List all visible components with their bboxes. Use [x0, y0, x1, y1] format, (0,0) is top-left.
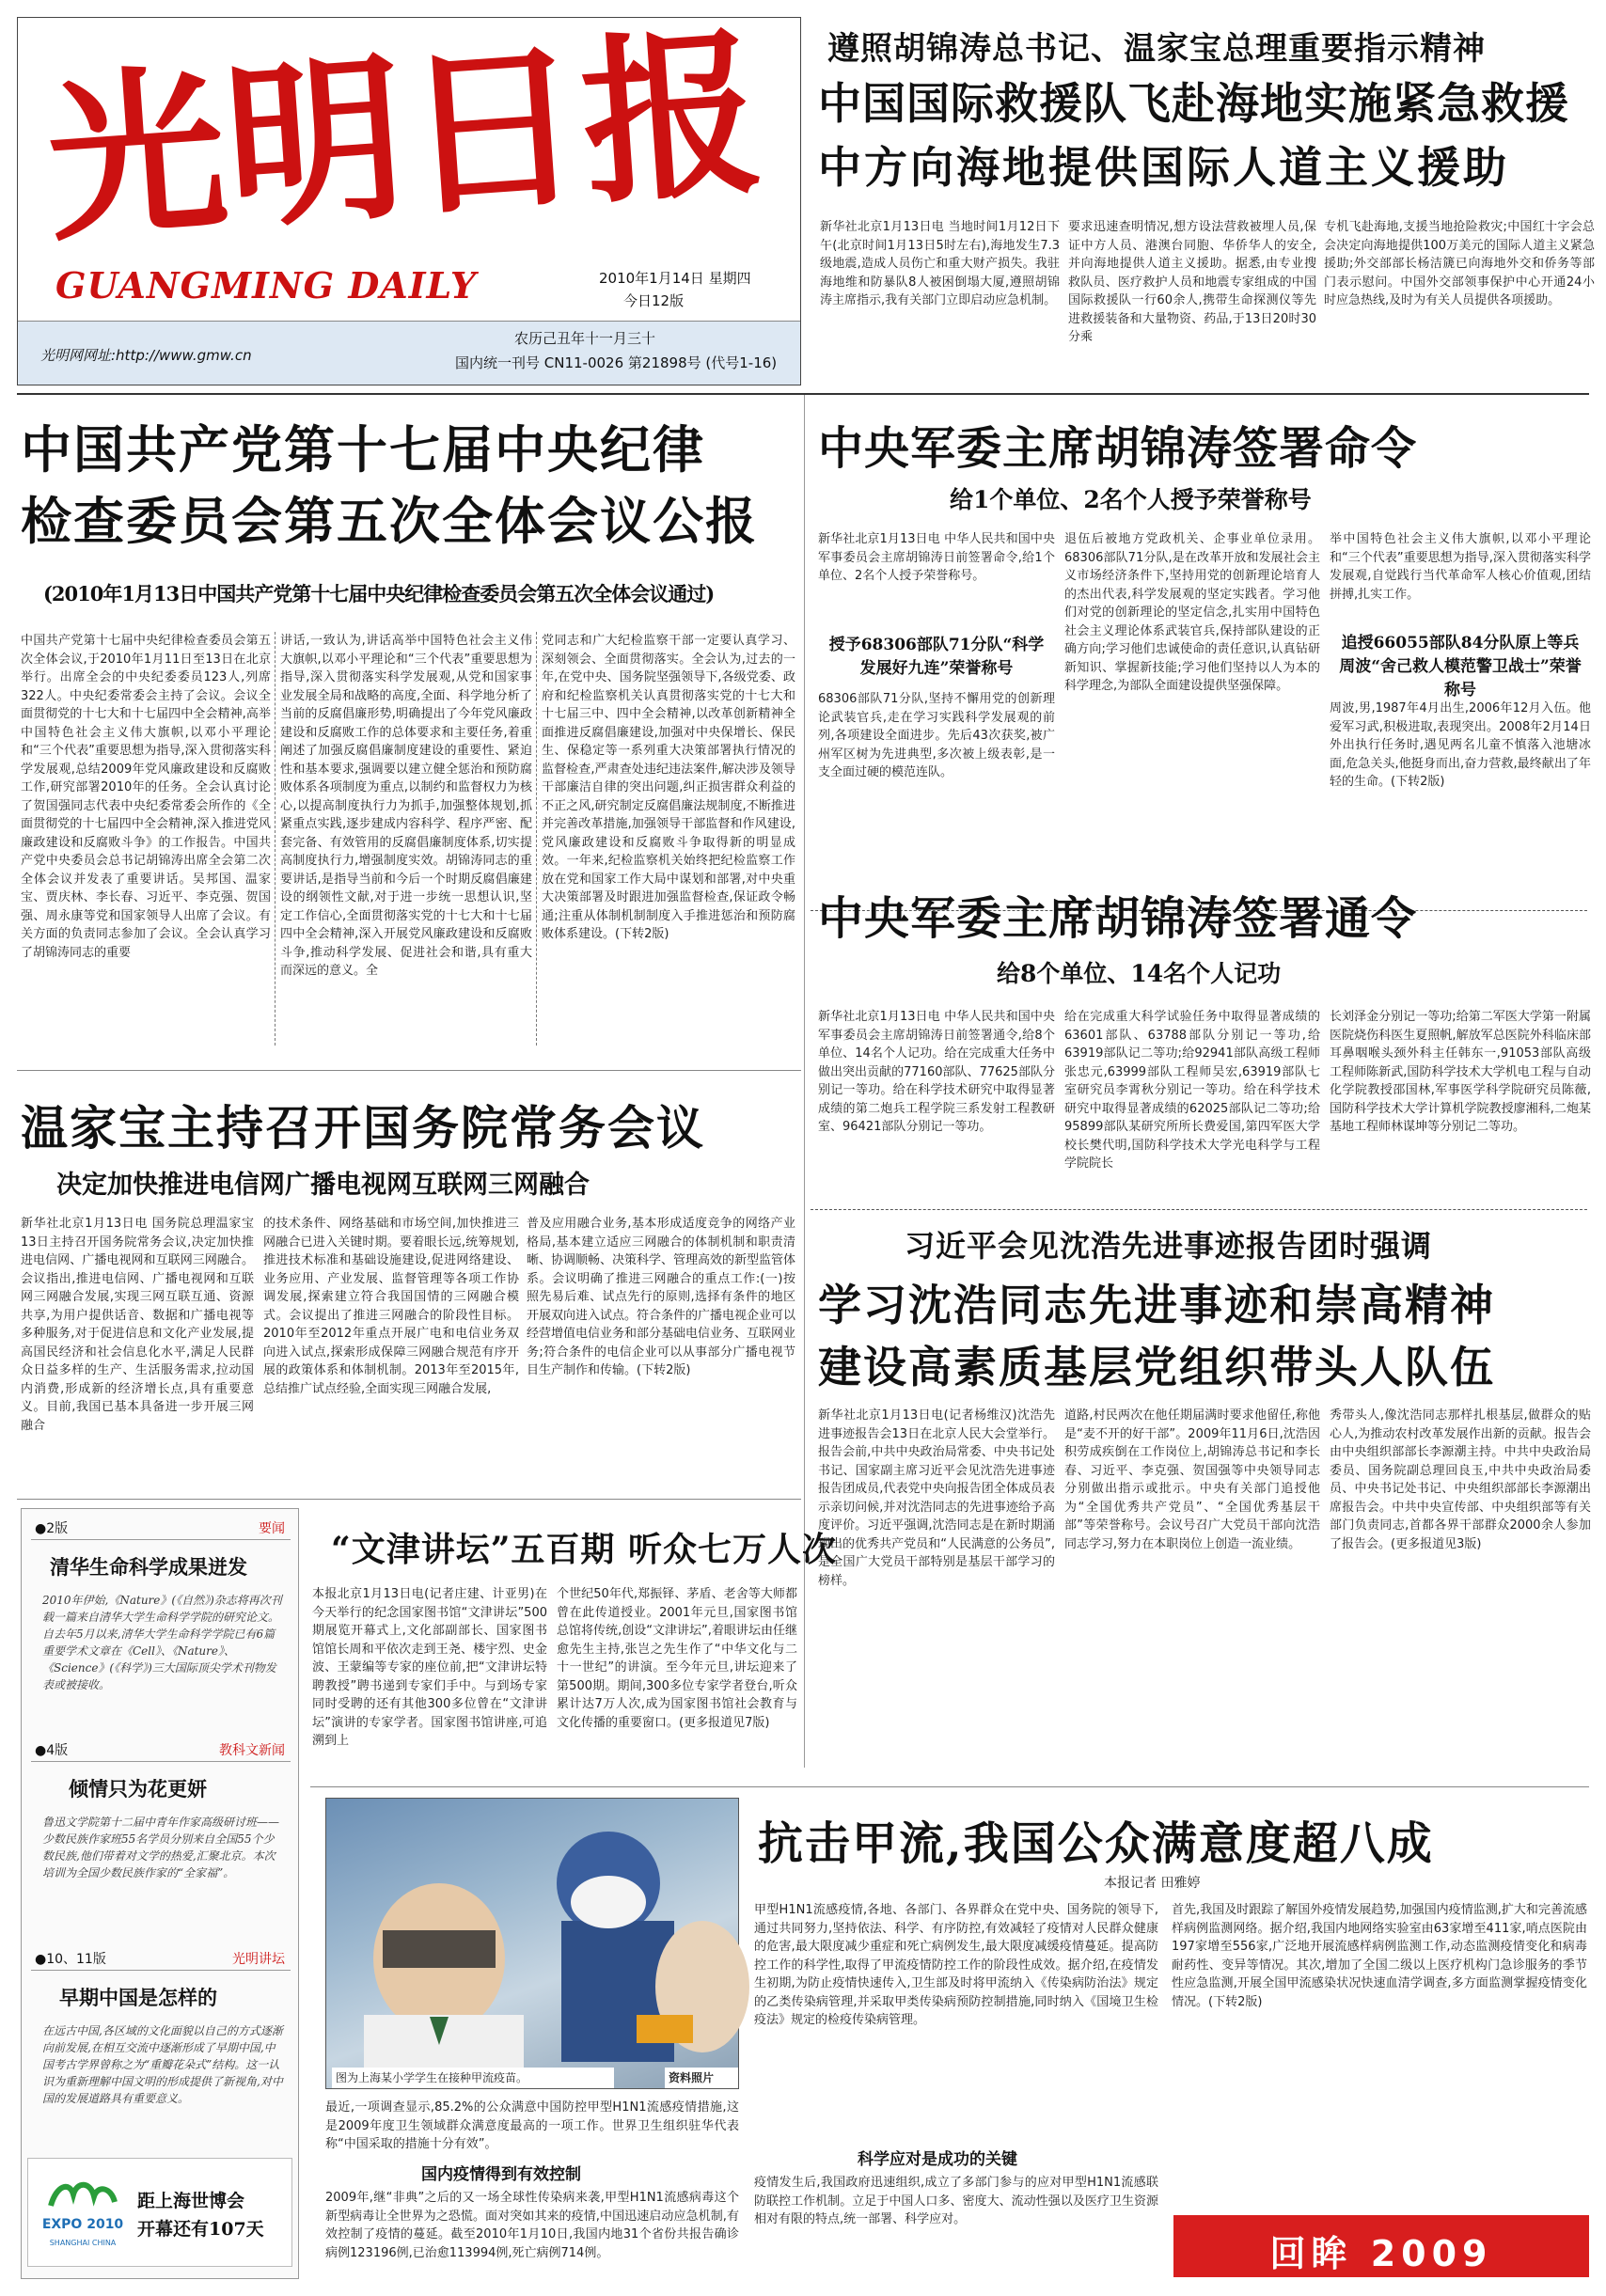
- sidebar: [21, 1508, 299, 2279]
- wen-subtitle: 决定加快推进电信网广播电视网互联网三网融合: [56, 1171, 590, 1200]
- cpc-title-1: 中国共产党第十七届中央纪律: [21, 419, 705, 480]
- wen-body-col1: 新华社北京1月13日电 国务院总理温家宝13日主持召开国务院常务会议,决定加快推进电信网、广播电视网和互联网三网融合。会议指出,推进电信网、广播电视网和互联网三网融合发展,实现三网互联互通、资源共享,为用户提供话音、数据和广播电视等多种服务,对于促进信息和文化产业发展,提高国民经济和社会信息化水平,满足人民群众日益多样的生产、生活服务需求,拉动国内消费,形成新的经济增长点,具有重要意义。目前,我国已基本具备进一步开展三网融合: [21, 1217, 254, 1433]
- flu-sub2-text: 疫情发生后,我国政府迅速组织,成立了多部门参与的应对甲型H1N1流感联防联控工作机制。立足于中国人口多、密度大、流动性强以及医疗卫生资源相对有限的特点,统一部署、科学应对。: [754, 2176, 1158, 2226]
- forum-title: “文津讲坛”五百期 听众七万人次: [331, 1530, 837, 1569]
- sidebar-item-title: 倾情只为花更妍: [69, 1777, 207, 1801]
- cmc-order2-col1: 新华社北京1月13日电 中华人民共和国中央军事委员会主席胡锦涛日前签署通令,给8个单位、14名个人记功。给在完成重大任务中做出突出贡献的77160部队、77625部队分别记一等功。给在科学技术研究中取得显著成绩的第二炮兵工程学院三系发射工程教研室、96421部队分别记一等功。: [818, 1010, 1055, 1134]
- banner-text: 回眸 2009: [1269, 2233, 1493, 2274]
- flu-body-col1: 甲型H1N1流感疫情,各地、各部门、各界群众在党中央、国务院的领导下,通过共同努力,坚持依法、科学、有序防控,有效减轻了疫情对人民群众健康的危害,最大限度减少重症和死亡病例发生,最大限度减缓疫情蔓延。提高防控工作的科学性,取得了甲流疫情防控工作的阶段性成效。据介绍,在疫情发生初期,为防止疫情快速传入,卫生部及时将甲流纳入《传染病防治法》规定的乙类传染病管理,并采取甲类传染病预防控制措施,同时纳入《国境卫生检疫法》规定的检疫传染病管理。: [754, 1903, 1158, 2027]
- cmc-order1-body-3: 举中国特色社会主义伟大旗帜,以邓小平理论和“三个代表”重要思想为指导,深入贯彻落实科学发展观,自觉践行当代革命军人核心价值观,团结拼搏,扎实工作。: [1330, 532, 1591, 602]
- sidebar-item[interactable]: [31, 1518, 291, 1727]
- divider: [17, 1499, 801, 1500]
- cmc-order1-subhead-2: 追授66055部队84分队原上等兵周波“舍己救人模范警卫战士”荣誉称号: [1339, 634, 1582, 700]
- sidebar-item-page: ●10、11版: [35, 1952, 106, 1967]
- top-story-kicker: 遵照胡锦涛总书记、温家宝总理重要指示精神: [827, 30, 1486, 68]
- cmc-order2-col3: 长刘泽金分别记一等功;给第二军医大学第一附属医院烧伤科医生夏照帆,解放军总医院外科临床部耳鼻咽喉头颈外科主任韩东一,91053部队高级工程师陈新武,国防科学技术大学机电工程与自动化学院教授邵国林,军事医学科学院研究员陈薇,国防科学技术大学计算机学院教授廖湘科,二炮某基地工程师林谋坤等分别记二等功。: [1330, 1010, 1591, 1134]
- sidebar-item-page: ●4版: [35, 1743, 69, 1758]
- sidebar-item-title: 早期中国是怎样的: [59, 1986, 217, 2009]
- cmc-order2-col2: 给在完成重大科学试验任务中取得显著成绩的63601部队、63788部队分别记一等功,给63919部队记二等功;给92941部队高级工程师张忠元,63999部队工程师吴宏,63919部队七室研究员李霄秋分别记一等功。给在科学技术研究中取得显著成绩的62025部队记二等功;给95899部队某研究所所长费爱国,第四军医大学校长樊代明,国防科学技术大学光电科学与工程学院院长: [1064, 1010, 1320, 1171]
- sidebar-item-section: 要闻: [259, 1521, 285, 1536]
- website-link[interactable]: 光明网网址:http://www.gmw.cn: [40, 347, 252, 364]
- banner-review-2009[interactable]: [1173, 2215, 1589, 2277]
- cmc-order1-body-2: 68306部队71分队,坚持不懈用党的创新理论武装官兵,走在学习实践科学发展观的前列,各项建设全面进步。先后43次获奖,被广州军区树为先进典型,多次被上级表彰,是一支全面过硬的模范连队。: [818, 692, 1055, 779]
- xi-body-col1: 新华社北京1月13日电(记者杨维汉)沈浩先进事迹报告会13日在北京人民大会堂举行。报告会前,中共中央政治局常委、中央书记处书记、国家副主席习近平会见沈浩先进事迹报告团成员,代表党中央向报告团全体成员表示亲切问候,并对沈浩同志的先进事迹给予高度评价。习近平强调,沈浩同志是在新时期涌现出的优秀共产党员和“人民满意的公务员”,是全国广大党员干部特别是基层干部学习的榜样。: [818, 1408, 1055, 1588]
- top-story-body-col1: 新华社北京1月13日电 当地时间1月12日下午(北京时间1月13日5时左右),海地发生7.3级地震,造成人员伤亡和重大财产损失。我驻海地维和防暴队8人被困倒塌大厦,遵照胡锦涛主席指示,我有关部门立即启动应急机制。: [820, 220, 1060, 307]
- flu-stats-text: 最近,一项调查显示,85.2%的公众满意中国防控甲型H1N1流感疫情措施,这是2009年度卫生领域群众满意度最高的一项工作。世界卫生组织驻华代表称“中国采取的措施十分有效”。: [325, 2100, 739, 2151]
- divider: [811, 1209, 1587, 1210]
- divider: [310, 1786, 1589, 1787]
- wen-body-col3: 普及应用融合业务,基本形成适度竞争的网络产业格局,基本建立适应三网融合的体制机制和职责清晰、协调顺畅、决策科学、管理高效的新型监管体系。会议明确了推进三网融合的重点工作:(一)按照先易后难、试点先行的原则,选择有条件的地区开展双向进入试点。符合条件的广播电视企业可以经营增值电信业务和部分基础电信业务、互联网业务;符合条件的电信企业可以从事部分广播电视节目生产制作和传输。(下转2版): [527, 1217, 796, 1377]
- sidebar-item-title: 清华生命科学成果迸发: [50, 1555, 247, 1579]
- flu-sub1-text: 2009年,继“非典”之后的又一场全球性传染病来袭,甲型H1N1流感病毒这个新型病毒让全世界为之恐慌。面对突如其来的疫情,中国迅速启动应急机制,有效控制了疫情的蔓延。截至2010年1月10日,我国内地31个省份共报告确诊病例123196例,已治愈113994例,死亡病例714例。: [325, 2191, 739, 2260]
- flu-subhead-1: 国内疫情得到有效控制: [421, 2165, 581, 2184]
- masthead: [17, 7, 801, 385]
- cmc-order1-body-1: 新华社北京1月13日电 中华人民共和国中央军事委员会主席胡锦涛日前签署命令,给1个单位、2名个人授予荣誉称号。: [818, 532, 1055, 583]
- flu-subhead-2: 科学应对是成功的关键: [858, 2150, 1017, 2169]
- expo-countdown[interactable]: [27, 2158, 292, 2267]
- top-story-title-1: 中国国际救援队飞赴海地实施紧急救援: [818, 78, 1569, 129]
- divider: [31, 1970, 291, 1971]
- xi-kicker: 习近平会见沈浩先进事迹报告团时强调: [905, 1228, 1433, 1264]
- flu-photo-caption: 图为上海某小学学生在接种甲流疫苗。: [332, 2068, 614, 2088]
- sidebar-item-text: 2010年伊始,《Nature》(《自然》)杂志将再次刊载一篇来自清华大学生命科学学院的研究论文。自去年5月以来,清华大学生命科学学院已有6篇重要学术文章在《Cell》、《Nature》、《Science》(《科学》)三大国际顶尖学术刊物发表或被接收。: [42, 1594, 282, 1691]
- expo-logo-text: EXPO 2010: [41, 2217, 124, 2232]
- expo-logo-icon: [38, 2168, 128, 2258]
- divider: [275, 632, 276, 1046]
- sidebar-item-text: 在远古中国,各区域的文化面貌以自己的方式逐渐向前发展,在相互交流中逐渐形成了早期中国,中国考古学界曾称之为“重瓣花朵式”结构。这一认识为重新理解中国文明的形成提供了新视角,对中国的发展道路具有重要意义。: [42, 2024, 283, 2105]
- divider: [31, 1761, 291, 1762]
- cpc-body-col2: 讲话,一致认为,讲话高举中国特色社会主义伟大旗帜,以邓小平理论和“三个代表”重要思想为指导,深入贯彻落实科学发展观,从党和国家事业发展全局和战略的高度,全面、科学地分析了当前的反腐倡廉形势,明确提出了今年党风廉政建设和反腐败工作的总体要求和主要任务,着重阐述了加强反腐倡廉制度建设的重要性、紧迫性和基本要求,强调要以建立健全惩治和预防腐败体系各项制度为重点,以制约和监督权力为核心,以提高制度执行力为抓手,加强整体规划,抓紧重点实践,逐步建成内容科学、程序严密、配套完备、有效管用的反腐倡廉制度体系,切实提高制度执行力,增强制度实效。胡锦涛同志的重要讲话,是指导当前和今后一个时期反腐倡廉建设的纲领性文献,对于进一步统一思想认识,坚定工作信心,全面贯彻落实党的十七大和十七届四中全会精神,深入开展党风廉政建设和反腐败斗争,推动科学发展、促进社会和谐,具有重大而深远的意义。全: [280, 634, 532, 978]
- cpc-body-col3: 党同志和广大纪检监察干部一定要认真学习、深刻领会、全面贯彻落实。全会认为,过去的一年,在党中央、国务院坚强领导下,各级党委、政府和纪检监察机关认真贯彻落实党的十七大和十七届三中、四中全会精神,以改革创新精神全面推进反腐倡廉建设,加强对中央保增长、保民生、保稳定等一系列重大决策部署执行情况的监督检查,严肃查处违纪违法案件,解决涉及领导干部廉洁自律的突出问题,纠正损害群众利益的不正之风,研究制定反腐倡廉法规制度,不断推进并完善改革措施,加强领导干部监督和作风建设,党风廉政建设和反腐败斗争取得新的明显成效。一年来,纪检监察机关始终把纪检监察工作放在党和国家工作大局中谋划和部署,对中央重大决策部署及时跟进加强监督检查,保证政令畅通;注重从体制机制制度入手推进惩治和预防腐败体系建设。(下转2版): [542, 634, 795, 941]
- xi-body-col2: 道路,村民两次在他任期届满时要求他留任,称他是“麦不开的好干部”。2009年11月6日,沈浩因积劳成疾倒在工作岗位上,胡锦涛总书记和李长春、习近平、李克强、贺国强等中央领导同志分别做出指示或批示。中央有关部门追授他为“全国优秀共产党员”、“全国优秀基层干部”等荣誉称号。会议号召广大党员干部向沈浩同志学习,努力在本职岗位上创造一流业绩。: [1064, 1408, 1320, 1551]
- top-story-title-2: 中方向海地提供国际人道主义援助: [818, 142, 1509, 193]
- masthead-title-en: GUANGMING DAILY: [55, 264, 477, 307]
- masthead-date: 2010年1月14日 星期四: [599, 270, 751, 287]
- forum-body-col2: 个世纪50年代,郑振铎、茅盾、老舍等大师都曾在此传道授业。2001年元旦,国家图书馆总馆将传统,创设“文津讲坛”,着眼讲坛由任继愈先生主持,张岂之先生作了“中华文化与二十一世纪”的讲演。至今年元旦,讲坛迎来了第500期。期间,300多位专家学者登台,听众累计达7万人次,成为国家图书馆社会教育与文化传播的重要窗口。(更多报道见7版): [557, 1587, 797, 1730]
- top-story-body-col3: 专机飞赴海地,支援当地抢险救灾;中国红十字会总会决定向海地提供100万美元的国际人道主义紧急援助;外交部部长杨洁篪已向海地外交和侨务等部门表示慰问。中国外交部领事保护中心开通24小时应急热线,及时为有关人员提供各项援助。: [1324, 220, 1595, 307]
- flu-photo-illustration: [326, 1799, 740, 2062]
- xi-title-2: 建设高素质基层党组织带头人队伍: [818, 1342, 1495, 1392]
- expo-logo: [38, 2168, 128, 2258]
- masthead-issue: 国内统一刊号 CN11-0026 第21898号 (代号1-16): [455, 354, 778, 371]
- flu-byline: 本报记者 田雅婷: [1104, 1876, 1201, 1891]
- sidebar-item[interactable]: [31, 1740, 291, 1938]
- xi-body-col3: 秀带头人,像沈浩同志那样扎根基层,做群众的贴心人,为推动农村改革发展作出新的贡献。报告会由中央组织部部长李源潮主持。中共中央政治局委员、国务院副总理回良玉,中共中央政治局委员、中央书记处书记、中央组织部部长李源潮出席报告会。中共中央宣传部、中央组织部等有关部门负责同志,首都各界干部群众2000余人参加了报告会。(更多报道见3版): [1330, 1408, 1591, 1551]
- xi-title-1: 学习沈浩同志先进事迹和崇高精神: [818, 1280, 1495, 1330]
- flu-body-col2: 首先,我国及时跟踪了解国外疫情发展趋势,加强国内疫情监测,扩大和完善流感样病例监测网络。据介绍,我国内地网络实验室由63家增至411家,哨点医院由197家增至556家,广泛地开展流感样病例监测工作,动态监测疫情变化和病毒耐药性、变异等情况。其次,增加了全国二级以上医疗机构门急诊服务的季节性应急监测,开展全国甲流感染状况快速血清学调查,多方面监测掌握疫情变化情况。(下转2版): [1172, 1903, 1587, 2009]
- cmc-order2-title: 中央军委主席胡锦涛签署通令: [818, 892, 1418, 945]
- flu-photo-credit: 资料照片: [665, 2068, 738, 2088]
- cmc-order1-body-4: 周波,男,1987年4月出生,2006年12月入伍。他爱军习武,积极进取,表现突出。2008年2月14日外出执行任务时,遇见两名儿童不慎落入池塘冰面,危急关头,他挺身而出,奋力营救,最终献出了年轻的生命。(下转2版): [1330, 701, 1591, 789]
- cpc-subtitle: (2010年1月13日中国共产党第十七届中央纪律检查委员会第五次全体会议通过): [43, 582, 715, 605]
- divider: [17, 1070, 801, 1071]
- top-story-body-col2: 要求迅速查明情况,想方设法营救被埋人员,保证中方人员、港澳台同胞、华侨华人的安全,并向海地提供人道主义援助。据悉,由专业搜救队员、医疗救护人员和地震专家组成的中国国际救援队一行60余人,携带生命探测仪等先进救援装备和大量物资、药品,于13日20时30分乘: [1068, 220, 1316, 344]
- cpc-title-2: 检查委员会第五次全体会议公报: [21, 491, 758, 551]
- cmc-order1-title: 中央军委主席胡锦涛签署命令: [818, 422, 1418, 475]
- cpc-body-col1: 中国共产党第十七届中央纪律检查委员会第五次全体会议,于2010年1月11日至13日在北京举行。出席全会的中央纪委委员123人,列席322人。中央纪委常委会主持了会议。会议全面贯彻党的十七大和十七届四中全会精神,高举中国特色社会主义伟大旗帜,以邓小平理论和“三个代表”重要思想为指导,深入贯彻落实科学发展观,总结2009年党风廉政建设和反腐败工作,研究部署2010年的任务。全会认真讨论了贺国强同志代表中央纪委常委会所作的《全面贯彻党的十七届四中全会精神,深入推进党风廉政建设和反腐败斗争》的工作报告。中国共产党中央委员会总书记胡锦涛出席全会第二次全体会议并发表了重要讲话。吴邦国、温家宝、贾庆林、李长春、习近平、李克强、贺国强、周永康等党和国家领导人出席了会议。有关方面的负责同志参加了会议。全会认真学习了胡锦涛同志的重要: [21, 634, 271, 960]
- cmc-order1-col3: [1330, 530, 1591, 912]
- sidebar-item-page: ●2版: [35, 1521, 69, 1536]
- masthead-lunar: 农历己丑年十一月三十: [514, 330, 656, 347]
- divider: [17, 393, 1589, 395]
- expo-countdown-text: 距上海世博会 开幕还有107天: [137, 2191, 264, 2240]
- cmc-order1-col1: [818, 530, 1055, 912]
- divider: [536, 632, 537, 1046]
- sidebar-item-section: 光明讲坛: [232, 1952, 285, 1967]
- cmc-order2-subtitle: 给8个单位、14名个人记功: [997, 960, 1282, 987]
- expo-logo-city: SHANGHAI CHINA: [49, 2239, 117, 2247]
- wen-body-col2: 的技术条件、网络基础和市场空间,加快推进三网融合已进入关键时期。要着眼长远,统筹规划,推进技术标准和基础设施建设,促进网络建设、业务应用、产业发展、监督管理等各项工作协调发展,探索建立符合我国国情的三网融合模式。会议提出了推进三网融合的阶段性目标。2010年至2012年重点开展广电和电信业务双向进入试点,探索形成保障三网融合规范有序开展的政策体系和体制机制。2013年至2015年,总结推广试点经验,全面实现三网融合发展,: [263, 1217, 519, 1396]
- divider: [31, 1539, 291, 1540]
- cmc-order1-subtitle: 给1个单位、2名个人授予荣誉称号: [950, 486, 1312, 513]
- sidebar-item[interactable]: [31, 1949, 291, 2137]
- masthead-pages: 今日12版: [623, 292, 685, 309]
- forum-body-col1: 本报北京1月13日电(记者庄建、计亚男)在今天举行的纪念国家图书馆“文津讲坛”500期展览开幕式上,文化部副部长、国家图书馆馆长周和平依次走到王尧、楼宇烈、史金波、王蒙编等专家的座位前,把“文津讲坛特聘教授”聘书递到专家们手中。与到场专家同时受聘的还有其他300多位曾在“文津讲坛”演讲的专家学者。国家图书馆讲座,可追溯到上: [312, 1587, 547, 1748]
- masthead-title: 光明日报: [40, 7, 768, 267]
- masthead-logo: [40, 7, 768, 267]
- sidebar-item-text: 鲁迅文学院第十二届中青年作家高级研讨班——少数民族作家班55名学员分别来自全国55个少数民族,他们带着对文学的热爱,汇聚北京。本次培训为全国少数民族作家的“全家福”。: [42, 1816, 280, 1879]
- flu-photo: [325, 1798, 739, 2089]
- cmc-order1-col2: 退伍后被地方党政机关、企事业单位录用。68306部队71分队,是在改革开放和发展社会主义市场经济条件下,坚持用党的创新理论培育人的杰出代表,科学发展观的坚定实践者。学习他们对党的创新理论的坚定信念,扎实用中国特色社会主义理论体系武装官兵,保持部队建设的正确方向;学习他们忠诚使命的责任意识,认真钻研新知识、掌握新技能;学习他们坚持以人为本的科学理念,为部队全面建设提供坚强保障。: [1064, 532, 1320, 693]
- masthead-calligraphy: [40, 7, 768, 267]
- wen-title: 温家宝主持召开国务院常务会议: [21, 1100, 705, 1156]
- flu-title: 抗击甲流,我国公众满意度超八成: [758, 1817, 1434, 1870]
- sidebar-item-section: 教科文新闻: [219, 1743, 285, 1758]
- cmc-order1-subhead-1: 授予68306部队71分队“科学发展好九连”荣誉称号: [828, 636, 1045, 678]
